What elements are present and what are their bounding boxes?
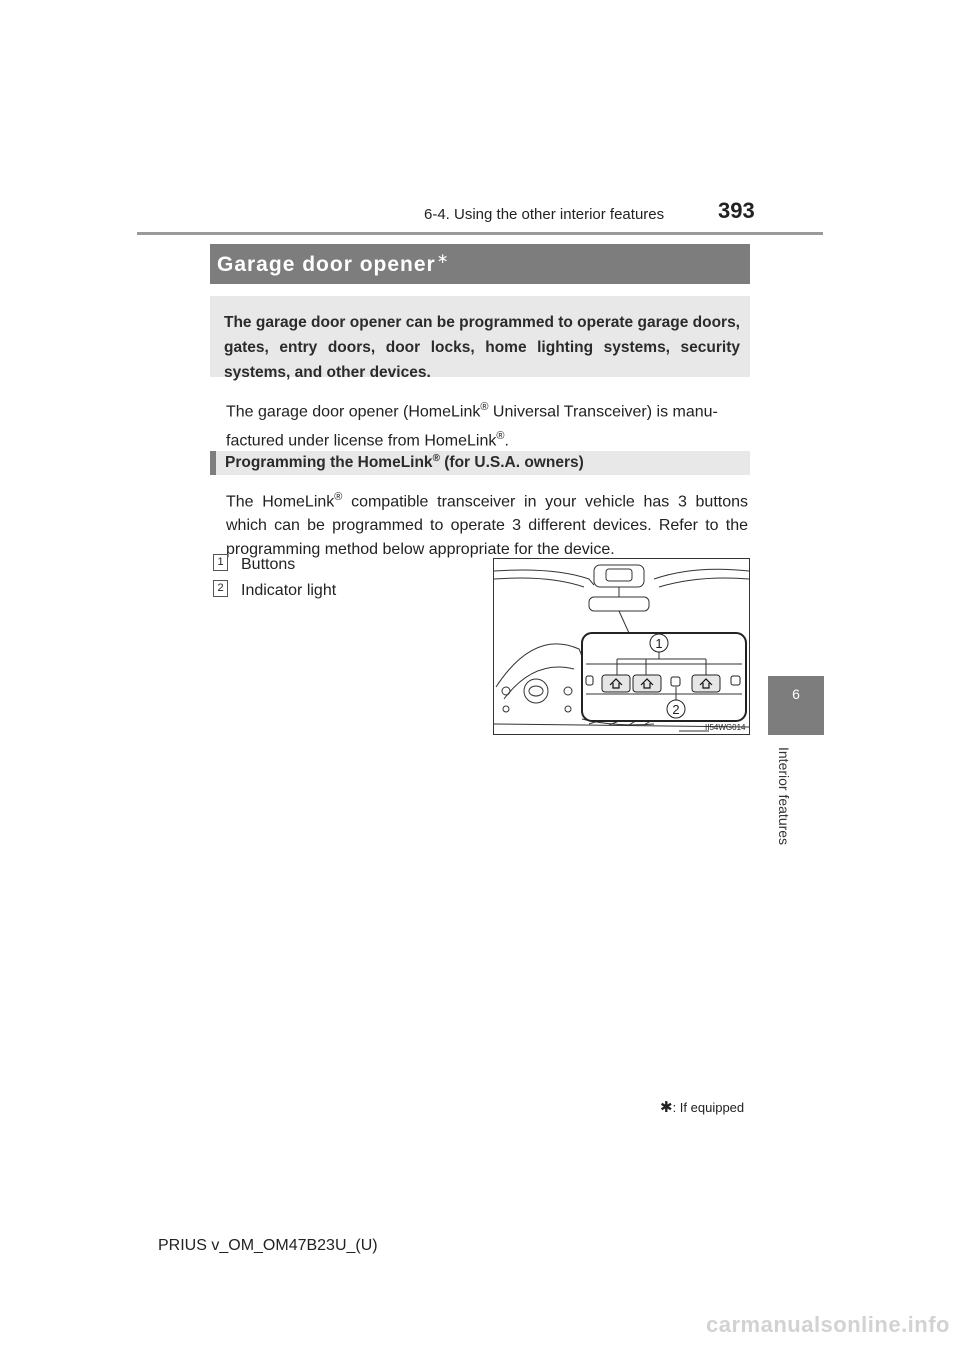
subsection-heading [210, 451, 750, 475]
paragraph-text: compatible transceiver in your vehicle has 3 buttons which can be programmed to operate 3 different devices. Refer to the programming method below appropriate for the device. [226, 493, 749, 559]
legend-label: Indicator light [241, 582, 337, 599]
figure-code: II54WG014 [705, 723, 746, 732]
running-header: 6-4. Using the other interior features [424, 206, 665, 223]
legend-item-indicator [213, 582, 336, 600]
footer-model-code: PRIUS v_OM_OM47B23U_(U) [158, 1237, 378, 1254]
callout-2-label: 2 [672, 702, 680, 717]
paragraph-text: Universal Transceiver) is manu- [488, 403, 718, 421]
legend-number: 1 [213, 554, 228, 571]
paragraph-text: factured under license from HomeLink [226, 432, 497, 450]
intro-summary: The garage door opener can be programmed to operate garage doors, gates, entry doors, door locks, home lighting systems, security systems, and other devices. [210, 296, 750, 377]
legend-label: Buttons [241, 556, 296, 573]
callout-1-label: 1 [655, 636, 663, 651]
page-number: 393 [718, 198, 755, 223]
legend-number: 2 [213, 580, 228, 597]
if-equipped-asterisk: ∗ [436, 250, 450, 266]
footnote-text: : If equipped [672, 1100, 745, 1115]
section-title: Garage door opener [217, 253, 436, 276]
registered-mark: ® [496, 430, 505, 443]
paragraph-transceiver [226, 485, 748, 562]
paragraph-text: The garage door opener (HomeLink [226, 403, 481, 421]
legend-item-buttons [213, 556, 295, 574]
watermark: carmanualsonline.info [706, 1312, 950, 1337]
paragraph-text: . [504, 432, 509, 450]
registered-mark: ® [432, 453, 440, 464]
footnote-star-icon: ✱ [660, 1099, 673, 1116]
paragraph-license [226, 395, 748, 454]
chapter-number: 6 [792, 686, 800, 702]
dashboard-drawing [494, 559, 749, 734]
homelink-illustration [493, 558, 750, 735]
registered-mark: ® [480, 401, 489, 413]
header-rule [137, 232, 823, 235]
chapter-title: Interior features [776, 747, 792, 846]
paragraph-text: The HomeLink [226, 493, 335, 511]
section-title-bar [210, 244, 750, 284]
heading-text: (for U.S.A. owners) [439, 454, 584, 472]
registered-mark: ® [334, 491, 343, 503]
heading-text: Programming the HomeLink [225, 454, 433, 472]
chapter-tab [768, 676, 824, 735]
footnote [660, 1098, 744, 1116]
